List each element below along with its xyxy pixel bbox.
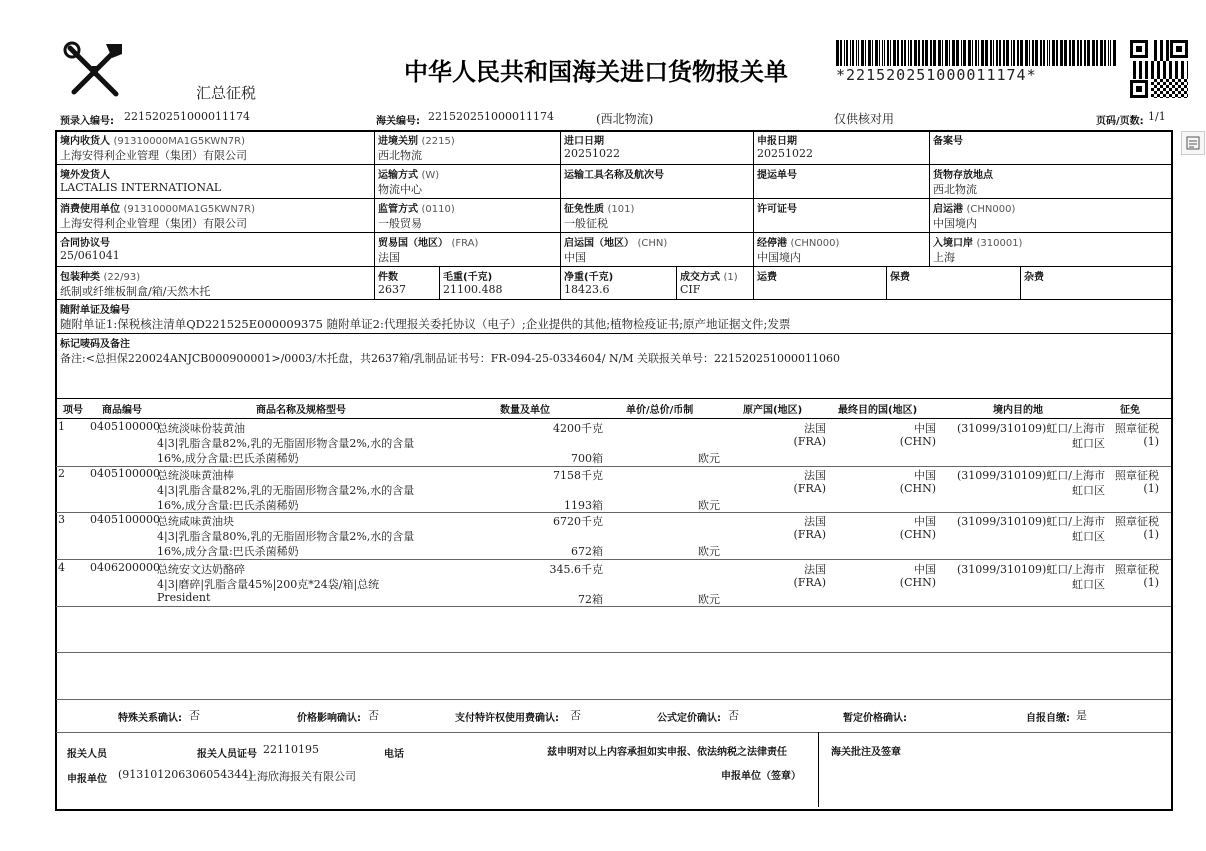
col-levy: 征免 xyxy=(1120,405,1140,416)
declarer-label: 报关人员 xyxy=(67,749,107,760)
item-domestic-district: 虹口区 xyxy=(1072,484,1105,497)
barcode-text: *221520251000011174* xyxy=(836,66,1037,84)
declare-date-value: 20251022 xyxy=(757,147,813,160)
item-no: 4 xyxy=(58,561,65,574)
bill-label: 提运单号 xyxy=(757,170,797,181)
package-label: 包装种类 (22/93) xyxy=(60,272,141,283)
item-hs-code: 0405100000 xyxy=(90,420,160,433)
declare-unit-label: 申报单位 xyxy=(67,774,107,785)
gross-weight-value: 21100.488 xyxy=(443,283,503,296)
item-spec-line1: 4|3|乳脂含量82%,乳的无脂固形物含量2%,水的含量 xyxy=(157,484,415,497)
col-name-spec: 商品名称及规格型号 xyxy=(256,405,346,416)
item-spec-line1: 4|3|乳脂含量82%,乳的无脂固形物含量2%,水的含量 xyxy=(157,437,415,450)
special-relation-label: 特殊关系确认: xyxy=(118,713,182,724)
item-domestic: (31099/310109)虹口/上海市 xyxy=(957,422,1105,435)
qr-code xyxy=(1130,40,1188,98)
contract-label: 合同协议号 xyxy=(60,238,110,249)
item-hs-code: 0406200000 xyxy=(90,561,160,574)
item-origin: 法国 xyxy=(804,469,826,482)
trade-country-label: 贸易国（地区） (FRA) xyxy=(378,238,479,249)
confirm-row xyxy=(56,706,1169,728)
record-no-label: 备案号 xyxy=(933,136,963,147)
supervision-value: 一般贸易 xyxy=(378,217,422,230)
user-unit-value: 上海安得利企业管理（集团）有限公司 xyxy=(60,217,247,230)
item-spec-line1: 4|3|乳脂含量80%,乳的无脂固形物含量2%,水的含量 xyxy=(157,530,415,543)
item-qty-weight: 345.6千克 xyxy=(549,563,603,576)
import-date-label: 进口日期 xyxy=(564,136,604,147)
item-origin-code: (FRA) xyxy=(793,435,826,448)
consignor-value: LACTALIS INTERNATIONAL xyxy=(60,181,222,194)
col-hs-code: 商品编号 xyxy=(102,405,142,416)
origin-country-label: 启运国（地区） (CHN) xyxy=(564,238,668,249)
levy-mode-subtitle: 汇总征税 xyxy=(196,84,257,102)
item-domestic: (31099/310109)虹口/上海市 xyxy=(957,515,1105,528)
item-dest: 中国 xyxy=(914,515,936,528)
package-value: 纸制或纤维板制盒/箱/天然木托 xyxy=(60,285,211,298)
deal-mode-value: CIF xyxy=(680,283,701,296)
item-qty-weight: 4200千克 xyxy=(553,422,603,435)
customs-emblem-icon xyxy=(62,40,126,102)
formula-pricing-label: 公式定价确认: xyxy=(657,713,721,724)
item-levy: 照章征税 xyxy=(1115,422,1159,435)
reference-note: 仅供核对用 xyxy=(834,112,895,126)
item-currency: 欧元 xyxy=(698,545,720,558)
item-qty-boxes: 72箱 xyxy=(578,593,603,606)
marks-label: 标记唛码及备注 xyxy=(60,339,130,350)
item-domestic-district: 虹口区 xyxy=(1072,437,1105,450)
price-impact-value: 否 xyxy=(368,709,379,722)
item-origin-code: (FRA) xyxy=(793,482,826,495)
customs-note-label: 海关批注及签章 xyxy=(831,747,901,758)
item-domestic: (31099/310109)虹口/上海市 xyxy=(957,563,1105,576)
item-qty-boxes: 700箱 xyxy=(571,452,603,465)
col-destination: 最终目的国(地区) xyxy=(838,405,918,416)
item-spec-line2: President xyxy=(157,591,211,604)
item-dest-code: (CHN) xyxy=(899,435,936,448)
documents-label: 随附单证及编号 xyxy=(60,305,130,316)
item-levy-code: (1) xyxy=(1143,482,1159,495)
item-levy: 照章征税 xyxy=(1115,563,1159,576)
declare-unit-name: 上海欣海报关有限公司 xyxy=(246,770,356,783)
declare-seal-label: 申报单位（签章） xyxy=(721,771,801,782)
item-domestic-district: 虹口区 xyxy=(1072,578,1105,591)
declarer-cert-label: 报关人员证号 xyxy=(197,749,257,760)
item-origin: 法国 xyxy=(804,422,826,435)
phone-label: 电话 xyxy=(384,749,404,760)
customs-number-label: 海关编号: xyxy=(376,116,420,127)
item-dest: 中国 xyxy=(914,563,936,576)
item-hs-code: 0405100000 xyxy=(90,467,160,480)
page-value: 1/1 xyxy=(1148,110,1166,123)
item-dest-code: (CHN) xyxy=(899,528,936,541)
depart-port-label: 启运港 (CHN000) xyxy=(933,204,1016,215)
marks-value: 备注:<总担保220024ANJCB000900001>/0003/木托盘，共2637箱/乳制品证书号：FR-094-25-0334604/ N/M 关联报关单号：221520251000011060 xyxy=(60,352,841,365)
side-toolbar-icon[interactable] xyxy=(1181,131,1205,155)
item-dest-code: (CHN) xyxy=(899,576,936,589)
item-origin: 法国 xyxy=(804,563,826,576)
freight-label: 运费 xyxy=(757,272,777,283)
item-qty-boxes: 1193箱 xyxy=(564,499,603,512)
pieces-value: 2637 xyxy=(378,283,406,296)
col-origin: 原产国(地区) xyxy=(743,405,803,416)
storage-value: 西北物流 xyxy=(933,183,977,196)
item-qty-weight: 6720千克 xyxy=(553,515,603,528)
item-hs-code: 0405100000 xyxy=(90,513,160,526)
item-levy: 照章征税 xyxy=(1115,515,1159,528)
page-label: 页码/页数: xyxy=(1096,116,1144,127)
item-name: 总统咸味黄油块 xyxy=(157,515,234,528)
self-pay-value: 是 xyxy=(1076,709,1087,722)
trade-country-value: 法国 xyxy=(378,251,400,264)
gross-weight-label: 毛重(千克) xyxy=(443,272,493,283)
declare-unit-code: (913101206306054344) xyxy=(118,768,253,781)
documents-value: 随附单证1:保税核注清单QD221525E000009375 随附单证2:代理报关委托协议（电子）;企业提供的其他;植物检疫证书;原产地证据文件;发票 xyxy=(60,317,791,331)
levy-nature-value: 一般征税 xyxy=(564,217,608,230)
item-spec-line2: 16%,成分含量:巴氏杀菌稀奶 xyxy=(157,545,299,558)
consignor-label: 境外发货人 xyxy=(60,170,110,181)
pre-entry-label: 预录入编号: xyxy=(60,116,114,127)
entry-gate-label: 入境口岸 (310001) xyxy=(933,238,1023,249)
item-spec-line2: 16%,成分含量:巴氏杀菌稀奶 xyxy=(157,499,299,512)
deal-mode-label: 成交方式 (1) xyxy=(680,272,738,283)
depart-port-value: 中国境内 xyxy=(933,217,977,230)
item-currency: 欧元 xyxy=(698,452,720,465)
provisional-price-label: 暂定价格确认: xyxy=(843,713,907,724)
item-levy-code: (1) xyxy=(1143,435,1159,448)
declare-date-label: 申报日期 xyxy=(757,136,797,147)
item-currency: 欧元 xyxy=(698,593,720,606)
transport-mode-label: 运输方式 (W) xyxy=(378,170,440,181)
via-port-label: 经停港 (CHN000) xyxy=(757,238,840,249)
item-name: 总统安文达奶酪碎 xyxy=(157,563,245,576)
storage-label: 货物存放地点 xyxy=(933,170,993,181)
license-label: 许可证号 xyxy=(757,204,797,215)
item-no: 3 xyxy=(58,513,65,526)
special-relation-value: 否 xyxy=(189,709,200,722)
item-spec-line2: 16%,成分含量:巴氏杀菌稀奶 xyxy=(157,452,299,465)
consignee-label: 境内收货人 (91310000MA1G5KWN7R) xyxy=(60,136,246,147)
col-item-no: 项号 xyxy=(63,405,83,416)
item-levy-code: (1) xyxy=(1143,576,1159,589)
insurance-label: 保费 xyxy=(890,272,910,283)
formula-pricing-value: 否 xyxy=(728,709,739,722)
price-impact-label: 价格影响确认: xyxy=(297,713,361,724)
vessel-label: 运输工具名称及航次号 xyxy=(564,170,664,181)
item-name: 总统淡味黄油棒 xyxy=(157,469,234,482)
contract-value: 25/061041 xyxy=(60,249,120,262)
item-no: 1 xyxy=(58,420,65,433)
origin-country-value: 中国 xyxy=(564,251,586,264)
levy-nature-label: 征免性质 (101) xyxy=(564,204,635,215)
item-qty-weight: 7158千克 xyxy=(553,469,603,482)
customs-number: 221520251000011174 xyxy=(428,110,554,123)
royalty-label: 支付特许权使用费确认: xyxy=(455,713,559,724)
user-unit-label: 消费使用单位 (91310000MA1G5KWN7R) xyxy=(60,204,256,215)
item-domestic: (31099/310109)虹口/上海市 xyxy=(957,469,1105,482)
item-dest: 中国 xyxy=(914,422,936,435)
item-qty-boxes: 672箱 xyxy=(571,545,603,558)
net-weight-value: 18423.6 xyxy=(564,283,610,296)
import-date-value: 20251022 xyxy=(564,147,620,160)
via-port-value: 中国境内 xyxy=(757,251,801,264)
entry-port-value: 西北物流 xyxy=(378,149,422,162)
item-domestic-district: 虹口区 xyxy=(1072,530,1105,543)
item-currency: 欧元 xyxy=(698,499,720,512)
page-title: 中华人民共和国海关进口货物报关单 xyxy=(404,58,788,86)
pieces-label: 件数 xyxy=(378,272,398,283)
pre-entry-number: 221520251000011174 xyxy=(124,110,250,123)
col-domestic: 境内目的地 xyxy=(993,405,1043,416)
transport-mode-value: 物流中心 xyxy=(378,183,422,196)
item-levy: 照章征税 xyxy=(1115,469,1159,482)
item-spec-line1: 4|3|磨碎|乳脂含量45%|200克*24袋/箱|总统 xyxy=(157,578,380,591)
col-price: 单价/总价/币制 xyxy=(626,405,694,416)
entry-port-label: 进境关别 (2215) xyxy=(378,136,455,147)
barcode xyxy=(836,40,1116,66)
legal-statement: 兹申明对以上内容承担如实申报、依法纳税之法律责任 xyxy=(547,747,787,758)
item-name: 总统淡味份装黄油 xyxy=(157,422,245,435)
item-levy-code: (1) xyxy=(1143,528,1159,541)
item-origin-code: (FRA) xyxy=(793,576,826,589)
net-weight-label: 净重(千克) xyxy=(564,272,614,283)
item-dest: 中国 xyxy=(914,469,936,482)
consignee-value: 上海安得利企业管理（集团）有限公司 xyxy=(60,149,247,162)
customs-office: (西北物流) xyxy=(596,112,654,126)
self-pay-label: 自报自缴: xyxy=(1026,713,1070,724)
royalty-value: 否 xyxy=(570,709,581,722)
supervision-label: 监管方式 (0110) xyxy=(378,204,455,215)
declarer-cert-value: 22110195 xyxy=(263,743,319,756)
misc-fee-label: 杂费 xyxy=(1024,272,1044,283)
item-no: 2 xyxy=(58,467,65,480)
entry-gate-value: 上海 xyxy=(933,251,955,264)
col-quantity: 数量及单位 xyxy=(500,405,550,416)
item-origin-code: (FRA) xyxy=(793,528,826,541)
item-origin: 法国 xyxy=(804,515,826,528)
item-dest-code: (CHN) xyxy=(899,482,936,495)
